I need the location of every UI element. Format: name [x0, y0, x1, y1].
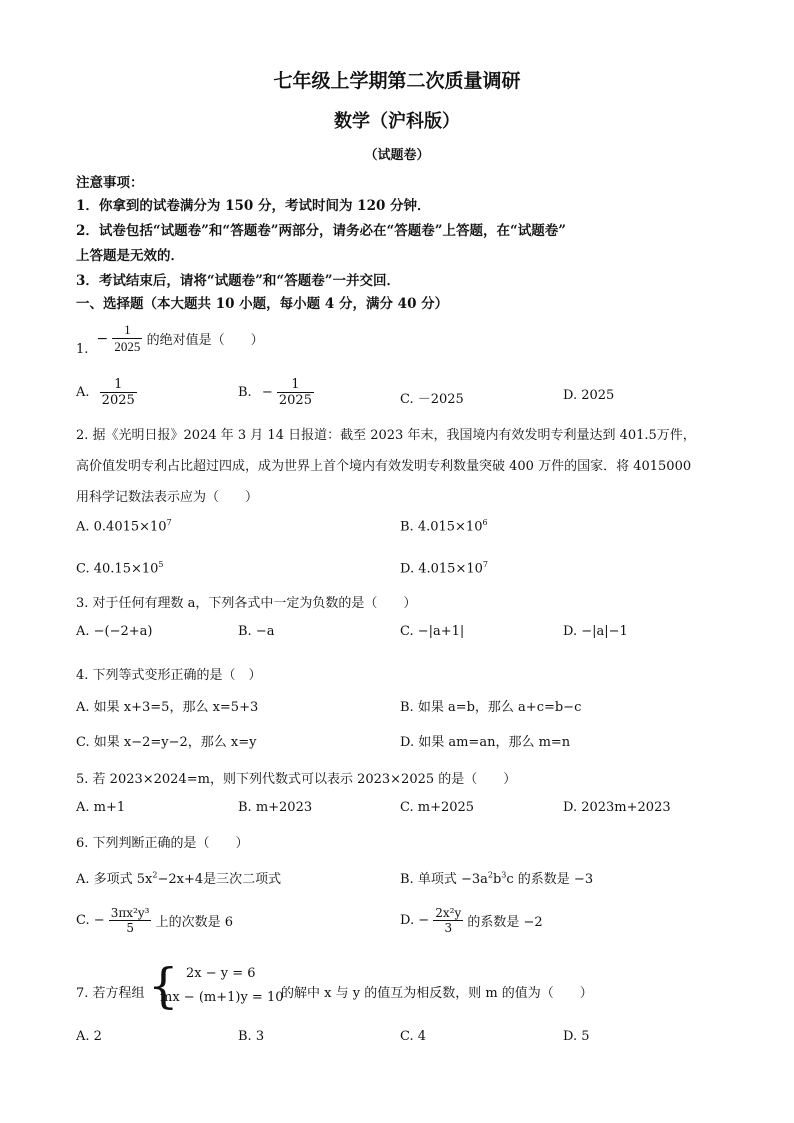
q2-b-exp: 6	[482, 518, 488, 527]
note-item-1: 1．你拿到的试卷满分为 150 分，考试时间为 120 分钟．	[76, 198, 431, 214]
note-item-2-line2: 上答题是无效的．	[76, 248, 184, 264]
q6-c-num: 3πx²y³	[110, 906, 150, 920]
q1-option-b	[238, 377, 314, 408]
q5-stem: 5. 若 2023×2024=m，则下列代数式可以表示 2023×2025 的是（ ）	[76, 772, 517, 787]
q5-option-a: A. m+1	[76, 800, 126, 815]
q1-frac-num: 1	[112, 322, 142, 339]
q6-b-exp1: 2	[487, 870, 493, 880]
q2-d-text: D. 4.015×10	[400, 561, 483, 577]
page-subtitle: 数学（沪科版）	[334, 111, 460, 132]
question-1	[76, 322, 264, 355]
q6-c-fraction	[109, 906, 152, 935]
q5-option-c: C. m+2025	[400, 800, 475, 815]
q4-option-b: B. 如果 a=b，那么 a+c=b−c	[400, 700, 582, 715]
q7-number: 7. 若方程组	[76, 986, 145, 1001]
q1-b-den: 2025	[278, 393, 312, 408]
q6-b-pre: B. 单项式 −3a	[400, 872, 488, 887]
q1-b-fraction	[277, 377, 314, 408]
q2-a-text: A. 0.4015×10	[76, 519, 167, 535]
q2-a-exp: 7	[166, 518, 172, 527]
q2-option-d	[400, 560, 488, 576]
q6-d-post: 的系数是 −2	[467, 915, 543, 930]
q6-d-den: 3	[444, 921, 453, 935]
q2-b-text: B. 4.015×10	[400, 519, 483, 535]
q4-option-d: D. 如果 am=an，那么 m=n	[400, 735, 571, 750]
note-item-3: 3．考试结束后，请将“试题卷”和“答题卷”一并交回．	[76, 273, 400, 289]
q7-equation-2: mx − (m+1)y = 10	[160, 990, 284, 1005]
q3-option-c: C. −|a+1|	[400, 624, 465, 639]
q1-option-a	[76, 377, 137, 408]
q3-option-d: D. −|a|−1	[563, 624, 628, 639]
q1-a-label: A.	[76, 385, 90, 400]
q5-option-d: D. 2023m+2023	[563, 800, 671, 815]
q1-minus: −	[96, 330, 109, 347]
q1-option-d: D. 2025	[563, 388, 615, 403]
q6-a-pre: A. 多项式 5x	[76, 872, 153, 887]
q1-b-num: 1	[277, 377, 314, 393]
q6-d-num: 2x²y	[435, 906, 462, 920]
q5-option-b: B. m+2023	[238, 800, 313, 815]
q7-option-d: D. 5	[563, 1029, 590, 1044]
q1-frac-den: 2025	[114, 339, 141, 354]
page-title: 七年级上学期第二次质量调研	[273, 70, 521, 92]
q6-d-fraction	[433, 906, 463, 935]
q6-b-post: c 的系数是 −3	[506, 872, 594, 887]
q6-c-den: 5	[126, 921, 134, 935]
q2-option-a	[76, 518, 172, 534]
q1-option-c: C. －2025	[400, 392, 464, 407]
paper-type: （试题卷）	[364, 148, 430, 163]
q4-option-a: A. 如果 x+3=5，那么 x=5+3	[76, 700, 259, 715]
q7-option-a: A. 2	[76, 1029, 102, 1044]
q6-option-a	[76, 868, 281, 887]
q7-brace-icon: {	[148, 958, 179, 1014]
q2-line1: 2. 据《光明日报》2024 年 3 月 14 日报道：截至 2023 年末，我国境内有效发明专利量达到 401.5万件，	[76, 428, 696, 443]
q2-line3: 用科学记数法表示应为（ ）	[76, 490, 259, 505]
q1-b-minus: −	[261, 385, 273, 400]
q4-stem: 4. 下列等式变形正确的是（ ）	[76, 668, 262, 683]
q6-b-mid: b	[492, 872, 502, 887]
q7-equation-1: 2x − y = 6	[186, 966, 256, 981]
q1-number: 1.	[76, 342, 89, 357]
q2-option-c	[76, 560, 164, 576]
note-item-2-line1: 2．试卷包括“试题卷”和“答题卷”两部分，请务必在“答题卷”上答题，在“试题卷”	[76, 223, 567, 239]
q6-stem: 6. 下列判断正确的是（ ）	[76, 836, 249, 851]
q7-option-c: C. 4	[400, 1029, 427, 1044]
q1-a-den: 2025	[101, 393, 135, 408]
q7-stem-tail: 的解中 x 与 y 的值互为相反数，则 m 的值为（ ）	[281, 986, 593, 1001]
q1-stem-tail: 的绝对值是（ ）	[146, 333, 264, 348]
q6-option-c	[76, 906, 233, 935]
q2-d-exp: 7	[482, 560, 488, 569]
q7-option-b: B. 3	[238, 1029, 265, 1044]
q6-a-post: −2x+4是三次二项式	[157, 872, 282, 887]
section-heading: 一、选择题（本大题共 10 小题，每小题 4 分，满分 40 分）	[76, 296, 449, 312]
q6-c-post: 上的次数是 6	[155, 915, 234, 930]
notes-heading: 注意事项：	[76, 175, 144, 191]
q1-a-num: 1	[100, 377, 137, 393]
q1-b-label: B.	[238, 385, 252, 400]
q1-a-fraction	[100, 377, 137, 408]
q3-option-b: B. −a	[238, 624, 275, 639]
q4-option-c: C. 如果 x−2=y−2，那么 x=y	[76, 735, 257, 750]
q2-c-exp: 5	[158, 560, 164, 569]
q2-option-b	[400, 518, 488, 534]
q6-option-b	[400, 868, 593, 887]
q6-d-label: D. −	[400, 913, 430, 928]
q1-fraction	[112, 322, 142, 355]
q2-line2: 高价值发明专利占比超过四成，成为世界上首个境内有效发明专利数量突破 400 万件的国家．将 4015000	[76, 459, 692, 474]
q3-stem: 3. 对于任何有理数 a，下列各式中一定为负数的是（ ）	[76, 596, 417, 611]
q6-a-exp: 2	[152, 870, 158, 880]
q3-option-a: A. −(−2+a)	[76, 624, 153, 639]
q6-c-label: C. −	[76, 913, 105, 928]
q6-b-exp2: 3	[501, 870, 507, 880]
q6-option-d	[400, 906, 543, 935]
q2-c-text: C. 40.15×10	[76, 561, 159, 577]
